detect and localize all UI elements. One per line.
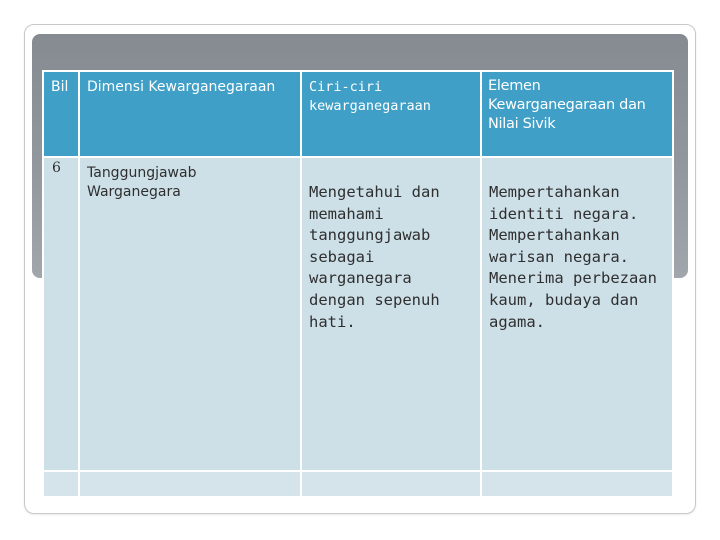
empty-cell: [301, 471, 481, 497]
header-ciri-label: Ciri-ciri kewarganegaraan: [309, 79, 431, 114]
cell-elemen-value: Mempertahankan identiti negara. Mempertahankan warisan negara. Menerima perbezaan kaum, budaya dan agama.: [489, 183, 657, 331]
header-elemen-label: Elemen Kewarganegaraan dan Nilai Sivik: [488, 78, 646, 132]
cell-bil-value: 6: [52, 160, 61, 176]
header-ciri: [301, 71, 481, 157]
table-empty-row: [43, 471, 673, 497]
cell-dimensi-value: Tanggungjawab Warganegara: [87, 165, 197, 200]
header-bil-label: Bil: [51, 79, 69, 95]
civics-table: [42, 70, 674, 498]
header-dimensi-label: Dimensi Kewarganegaraan: [87, 79, 276, 95]
header-dimensi: [79, 71, 301, 157]
cell-bil: [43, 157, 79, 471]
cell-ciri-value: Mengetahui dan memahami tanggungjawab sebagai warganegara dengan sepenuh hati.: [309, 183, 440, 331]
cell-elemen: [481, 157, 673, 471]
table-header-row: [43, 71, 673, 157]
table-row: [43, 157, 673, 471]
header-elemen: [481, 71, 673, 157]
cell-dimensi: [79, 157, 301, 471]
empty-cell: [79, 471, 301, 497]
header-bil: [43, 71, 79, 157]
empty-cell: [43, 471, 79, 497]
cell-ciri: [301, 157, 481, 471]
empty-cell: [481, 471, 673, 497]
